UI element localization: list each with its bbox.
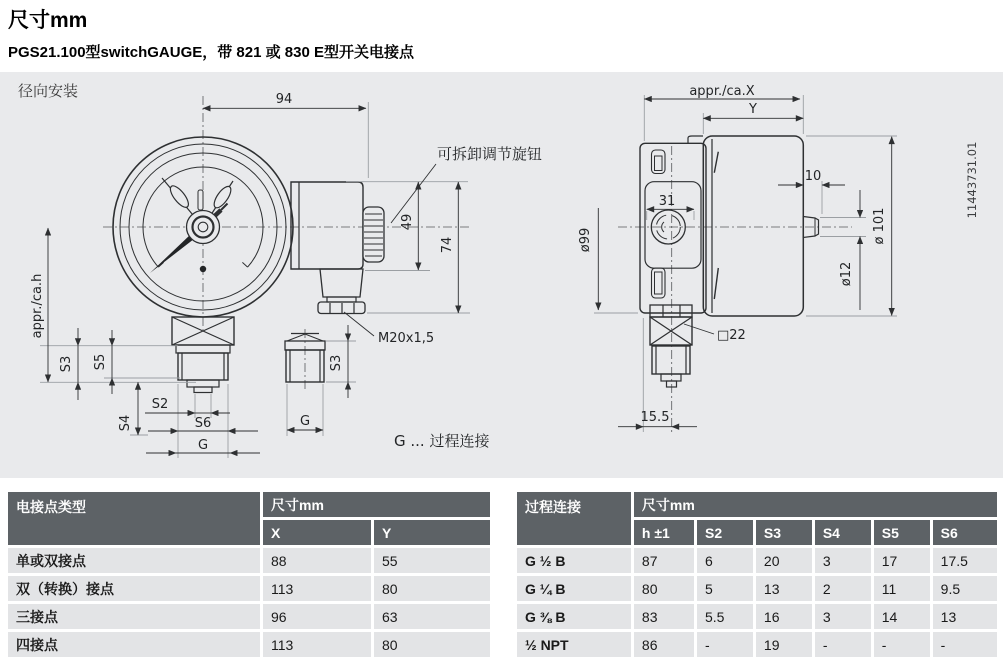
contacts-group-header: 尺寸mm	[263, 492, 490, 517]
process-row-label: ½ NPT	[517, 632, 631, 657]
process-value: 6	[697, 548, 753, 573]
contact-row-label: 单或双接点	[8, 548, 260, 573]
contact-y-value: 80	[374, 576, 490, 601]
process-col-header: 过程连接	[517, 492, 631, 545]
table-row	[8, 548, 490, 573]
process-value: 13	[933, 604, 997, 629]
table-row	[8, 604, 490, 629]
dim-h-label: appr./ca.h	[30, 273, 45, 339]
lower-dim-g-label: G	[299, 414, 311, 429]
contacts-subheader-y: Y	[374, 520, 490, 545]
process-connection-note: G ... 过程连接	[394, 432, 490, 450]
process-value: 3	[815, 604, 871, 629]
process-row-label: G ⅜ B	[517, 604, 631, 629]
process-subheader-s2: S2	[697, 520, 753, 545]
contact-x-value: 88	[263, 548, 371, 573]
contact-row-label: 三接点	[8, 604, 260, 629]
process-value: 17.5	[933, 548, 997, 573]
process-value: -	[933, 632, 997, 657]
process-subheader-s3: S3	[756, 520, 812, 545]
process-value: 86	[634, 632, 694, 657]
process-subheader-s6: S6	[933, 520, 997, 545]
table-row	[517, 548, 997, 573]
thread-m20-label: M20x1,5	[378, 331, 435, 346]
dim-x-label: appr./ca.X	[689, 84, 755, 99]
front-view-dimension-lines	[48, 108, 458, 453]
process-value: 19	[756, 632, 812, 657]
dim-s2-label: S2	[151, 397, 169, 412]
contact-x-value: 96	[263, 604, 371, 629]
dim-y-label: Y	[749, 102, 757, 117]
dim-g-label: G	[197, 438, 209, 453]
process-subheader-s4: S4	[815, 520, 871, 545]
dim-s4-label: S4	[118, 414, 133, 432]
process-value: 80	[634, 576, 694, 601]
contact-x-value: 113	[263, 576, 371, 601]
page-title: 尺寸mm	[8, 9, 88, 32]
drawing-panel	[0, 72, 1003, 478]
process-subheader-s5: S5	[874, 520, 930, 545]
process-value: 87	[634, 548, 694, 573]
process-value: 11	[874, 576, 930, 601]
dimension-drawing	[0, 72, 1003, 478]
dim-155-label: 15.5	[640, 410, 670, 425]
contact-row-label: 双（转换）接点	[8, 576, 260, 601]
dim-31-label: 31	[658, 194, 676, 209]
process-value: -	[874, 632, 930, 657]
dim-10-label: 10	[804, 169, 822, 184]
process-value: 17	[874, 548, 930, 573]
document-number: 11443731.01	[965, 141, 979, 219]
process-value: 16	[756, 604, 812, 629]
table-row	[517, 632, 997, 657]
process-value: 3	[815, 548, 871, 573]
process-value: 5	[697, 576, 753, 601]
process-value: 5.5	[697, 604, 753, 629]
process-value: 9.5	[933, 576, 997, 601]
process-value: 14	[874, 604, 930, 629]
process-value: 2	[815, 576, 871, 601]
dim-s5-label: S5	[93, 353, 108, 371]
contacts-col-header: 电接点类型	[8, 492, 260, 545]
front-view-drawing	[103, 96, 470, 393]
contact-y-value: 80	[374, 632, 490, 657]
knob-label: 可拆卸调节旋钮	[437, 145, 543, 163]
table-row	[8, 632, 490, 657]
table-row	[8, 576, 490, 601]
mounting-caption: 径向安装	[18, 83, 79, 100]
dim-49-label: 49	[400, 213, 415, 231]
dim-sq22-label: □22	[717, 328, 746, 343]
dim-d12-label: ø12	[839, 261, 854, 287]
process-subheader-h: h ±1	[634, 520, 694, 545]
dim-94-label: 94	[275, 92, 293, 107]
contact-x-value: 113	[263, 632, 371, 657]
table-row	[517, 576, 997, 601]
process-value: 13	[756, 576, 812, 601]
page-subtitle: PGS21.100型switchGAUGE，带 821 或 830 E型开关电接点	[8, 44, 414, 61]
process-row-label: G ¼ B	[517, 576, 631, 601]
dim-s3-label: S3	[59, 355, 74, 373]
process-value: -	[815, 632, 871, 657]
process-connection-table	[514, 489, 1000, 660]
process-value: 83	[634, 604, 694, 629]
dim-d101-label: ø 101	[872, 207, 887, 245]
dim-74-label: 74	[440, 236, 455, 254]
lower-dim-s3-label: S3	[329, 354, 344, 372]
contact-type-table	[5, 489, 493, 660]
process-group-header: 尺寸mm	[634, 492, 997, 517]
contact-y-value: 55	[374, 548, 490, 573]
dim-d99-label: ø99	[578, 227, 593, 253]
table-row	[517, 604, 997, 629]
contact-y-value: 63	[374, 604, 490, 629]
process-value: 20	[756, 548, 812, 573]
process-value: -	[697, 632, 753, 657]
contact-row-label: 四接点	[8, 632, 260, 657]
dim-s6-label: S6	[194, 416, 212, 431]
contacts-subheader-x: X	[263, 520, 371, 545]
process-row-label: G ½ B	[517, 548, 631, 573]
